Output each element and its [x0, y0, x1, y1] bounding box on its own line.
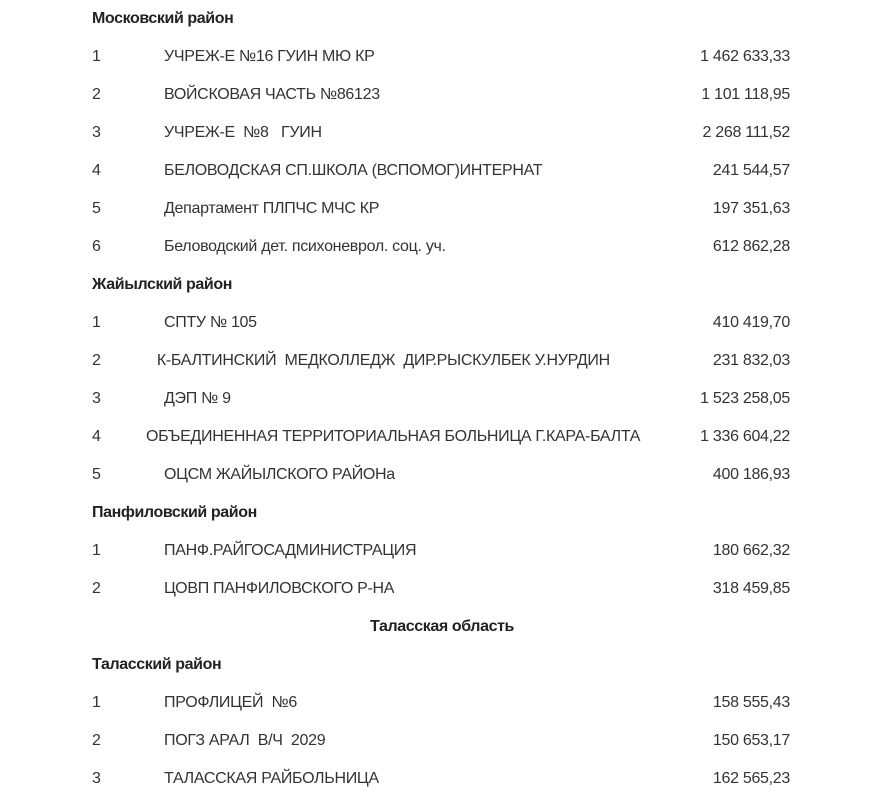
- row-number: 2: [92, 86, 101, 103]
- amount: 400 186,93: [712, 466, 790, 483]
- institution-name: ОБЪЕДИНЕННАЯ ТЕРРИТОРИАЛЬНАЯ БОЛЬНИЦА Г.КАРА-БАЛТА: [145, 428, 641, 445]
- table-row: [92, 76, 792, 114]
- institution-name: СПТУ № 105: [164, 314, 257, 331]
- row-number: 2: [92, 732, 101, 749]
- table-row: [92, 760, 792, 798]
- table-row: [92, 570, 792, 608]
- amount: 1 523 258,05: [700, 390, 790, 407]
- table-row: [92, 114, 792, 152]
- row-number: 5: [92, 200, 101, 217]
- amount: 150 653,17: [712, 732, 790, 749]
- institution-name: ЦОВП ПАНФИЛОВСКОГО Р-НА: [164, 580, 395, 597]
- amount: 197 351,63: [712, 200, 790, 217]
- amount: 162 565,23: [712, 770, 790, 787]
- row-number: 1: [92, 542, 101, 559]
- institution-name: ПОГЗ АРАЛ В/Ч 2029: [164, 732, 326, 749]
- institution-name: Департамент ПЛПЧС МЧС КР: [164, 200, 380, 217]
- table-row: [92, 380, 792, 418]
- amount: 612 862,28: [712, 238, 790, 255]
- row-number: 6: [92, 238, 101, 255]
- table-row: [92, 190, 792, 228]
- row-number: 5: [92, 466, 101, 483]
- row-number: 1: [92, 48, 101, 65]
- institution-name: Беловодский дет. психоневрол. соц. уч.: [164, 238, 446, 255]
- amount: 1 336 604,22: [700, 428, 790, 445]
- amount: 2 268 111,52: [702, 124, 790, 141]
- institution-name: ПАНФ.РАЙГОСАДМИНИСТРАЦИЯ: [164, 542, 417, 559]
- institution-name: ДЭП № 9: [164, 390, 231, 407]
- amount: 231 832,03: [712, 352, 790, 369]
- table-row: [92, 228, 792, 266]
- table-row: [92, 722, 792, 760]
- row-number: 1: [92, 694, 101, 711]
- institution-name: УЧРЕЖ-Е №8 ГУИН: [164, 124, 322, 141]
- row-number: 4: [92, 162, 101, 179]
- amount: 410 419,70: [712, 314, 790, 331]
- row-number: 1: [92, 314, 101, 331]
- row-number: 2: [92, 352, 101, 369]
- row-number: 3: [92, 770, 101, 787]
- amount: 180 662,32: [712, 542, 790, 559]
- amount: 1 462 633,33: [700, 48, 790, 65]
- institution-name: К-БАЛТИНСКИЙ МЕДКОЛЛЕДЖ ДИР.РЫСКУЛБЕК У.НУРДИН: [156, 352, 610, 369]
- table-row: [92, 342, 792, 380]
- institution-name: ТАЛАССКАЯ РАЙБОЛЬНИЦА: [164, 770, 379, 787]
- row-number: 2: [92, 580, 101, 597]
- institution-name: ВОЙСКОВАЯ ЧАСТЬ №86123: [164, 86, 380, 103]
- institution-name: ПРОФЛИЦЕЙ №6: [164, 694, 297, 711]
- amount: 318 459,85: [712, 580, 790, 597]
- amount: 1 101 118,95: [701, 86, 790, 103]
- table-row: [92, 456, 792, 494]
- table-row: [92, 152, 792, 190]
- table-row: [92, 418, 792, 456]
- district-heading: Московский район: [92, 10, 234, 27]
- table-row: [92, 532, 792, 570]
- institution-name: УЧРЕЖ-Е №16 ГУИН МЮ КР: [164, 48, 375, 65]
- table-row: [92, 304, 792, 342]
- row-number: 3: [92, 390, 101, 407]
- document-table: [92, 0, 792, 798]
- table-row: [92, 684, 792, 722]
- region-heading: Таласская область: [370, 618, 514, 635]
- row-number: 4: [92, 428, 101, 445]
- table-row: [92, 38, 792, 76]
- district-heading: Жайылский район: [92, 276, 232, 293]
- amount: 158 555,43: [712, 694, 790, 711]
- row-number: 3: [92, 124, 101, 141]
- district-heading: Панфиловский район: [92, 504, 257, 521]
- district-heading: Таласский район: [92, 656, 222, 673]
- institution-name: ОЦСМ ЖАЙЫЛСКОГО РАЙОНа: [164, 466, 395, 483]
- amount: 241 544,57: [712, 162, 790, 179]
- institution-name: БЕЛОВОДСКАЯ СП.ШКОЛА (ВСПОМОГ)ИНТЕРНАТ: [164, 162, 543, 179]
